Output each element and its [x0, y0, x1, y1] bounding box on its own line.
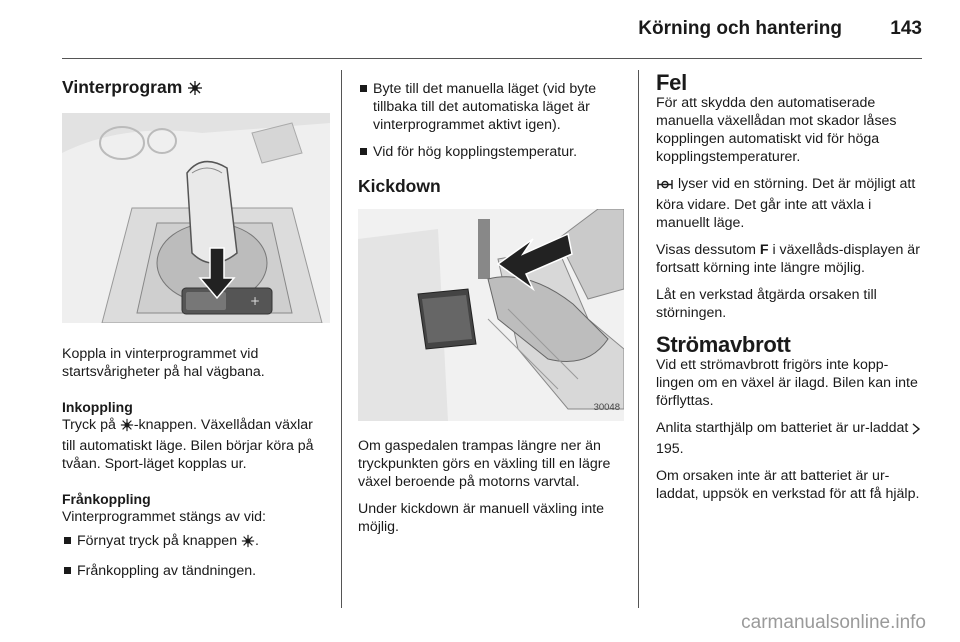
frankoppling-list: [62, 532, 330, 580]
strom-paragraph-2: Anlita starthjälp om batteriet är ur-laddat 195.: [656, 419, 924, 458]
frankoppling-heading: Frånkoppling: [62, 491, 151, 507]
strom-paragraph-3: Om orsaken inte är att batteriet är ur-laddat, uppsök en verkstad för att få hjälp.: [656, 468, 920, 502]
frankoppling-paragraph: Vinterprogrammet stängs av vid:: [62, 509, 266, 525]
fel-paragraph-4: Låt en verkstad åtgärda orsaken till störningen.: [656, 287, 877, 321]
column-divider-1: [341, 70, 342, 608]
list-item: Förnyat tryck på knappen .: [62, 532, 330, 553]
gear-selector-figure: [62, 113, 330, 323]
list-item: Byte till det manuella läget (vid byte tillbaka till det automatiska läget är vinterprogrammet aktivt igen).: [358, 80, 624, 134]
list-item: Frånkoppling av tändningen.: [62, 562, 330, 580]
gearbox-warning-icon: [656, 178, 674, 196]
column-2: [358, 80, 624, 545]
section-heading-fel: Fel: [656, 70, 687, 95]
inkoppling-heading: Inkoppling: [62, 399, 133, 415]
figure-code: 30048: [593, 402, 620, 413]
deactivation-list: [358, 80, 624, 161]
fel-paragraph-3: Visas dessutom F i växellåds-displayen är fortsatt körning inte längre möjlig.: [656, 242, 920, 276]
header-rule: [62, 58, 922, 59]
page-number: 143: [890, 18, 922, 39]
kickdown-figure: [358, 209, 624, 421]
inkoppling-paragraph: Tryck på -knappen. Växellådan växlar till automatiskt läge. Bilen börjar köra på tvåan. Sport-läget kopplas ur.: [62, 417, 314, 472]
snowflake-icon: [120, 418, 134, 437]
watermark: carmanualsonline.info: [741, 612, 926, 633]
page-ref-link[interactable]: 195: [656, 441, 680, 457]
strom-paragraph-1: Vid ett strömavbrott frigörs inte kopp-lingen om en växel är ilagd. Bilen kan inte förflyttas.: [656, 357, 918, 409]
section-heading-kickdown: Kickdown: [358, 176, 441, 196]
snowflake-icon: [241, 534, 255, 553]
kickdown-paragraph-1: Om gaspedalen trampas längre ner än tryckpunkten görs en växling till en lägre växel beroende på motorns varvtal.: [358, 438, 611, 490]
section-heading-stromavbrott: Strömavbrott: [656, 332, 791, 357]
column-divider-2: [638, 70, 639, 608]
page-header: [0, 0, 960, 60]
fel-paragraph-2: lyser vid en störning. Det är möjligt att köra vidare. Det går inte att växla i manuellt läge.: [656, 176, 916, 231]
column-1: [62, 70, 330, 589]
section-heading-vinterprogram: Vinterprogram: [62, 78, 330, 99]
intro-paragraph: Koppla in vinterprogrammet vid startsvårigheter på hal vägbana.: [62, 346, 265, 380]
column-3: [656, 70, 924, 512]
list-item: Vid för hög kopplingstemperatur.: [358, 143, 624, 161]
header-title: Körning och hantering: [638, 18, 842, 39]
svg-text:+: +: [250, 294, 261, 308]
snowflake-icon: [187, 80, 203, 99]
page-ref-arrow-icon: [912, 422, 921, 440]
kickdown-paragraph-2: Under kickdown är manuell växling inte möjlig.: [358, 501, 605, 535]
fel-paragraph-1: För att skydda den automatiserade manuella växellådan mot skador låses kopplingen automatiskt vid för höga kopplingstemperaturer.: [656, 95, 897, 165]
